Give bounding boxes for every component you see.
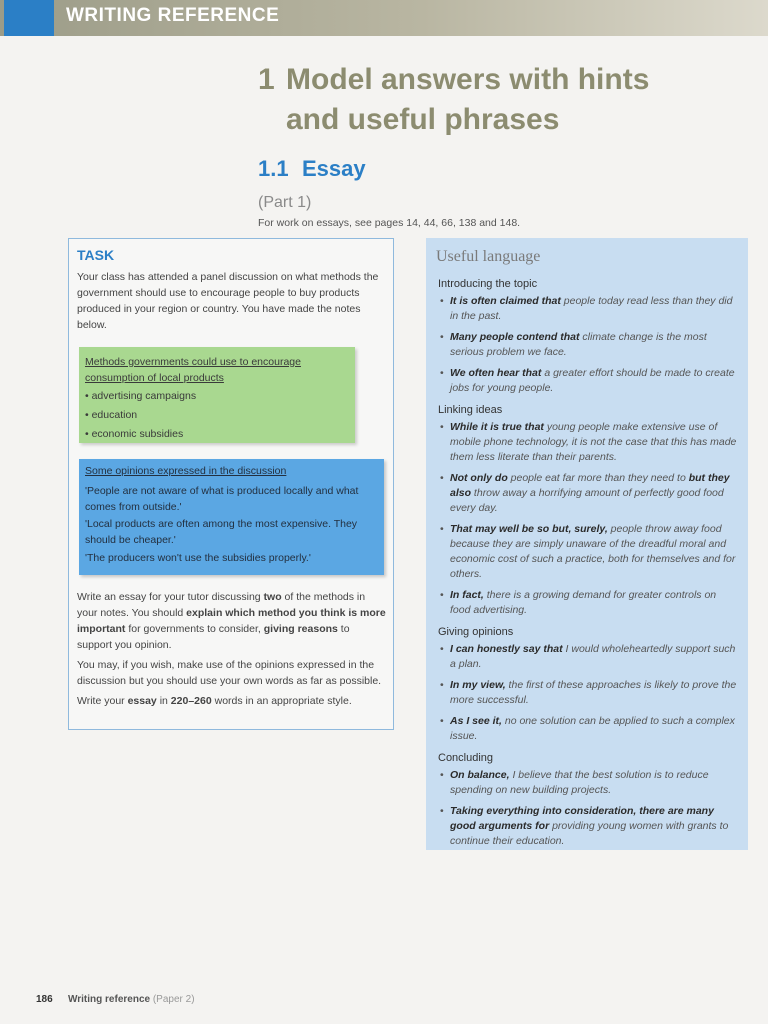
task-instructions bbox=[77, 589, 387, 713]
opinions-heading: Some opinions expressed in the discussion bbox=[85, 465, 287, 477]
task-title: TASK bbox=[77, 247, 115, 263]
task-box bbox=[68, 238, 394, 730]
useful-phrase: • While it is true that young people make extensive use of mobile phone technology, it is not the case that this has made them less literate than their parents. bbox=[438, 420, 738, 465]
useful-phrase: • That may well be so but, surely, people throw away food because they are simply unaware of the dreadful moral and economic cost of such a practice, both for themselves and for others. bbox=[438, 522, 738, 582]
opinion-quote: 'Local products are often among the most expensive. They should be cheaper.' bbox=[85, 518, 358, 546]
useful-category: Linking ideas bbox=[438, 404, 503, 416]
section-number: 1.1 bbox=[258, 156, 289, 181]
useful-language-body bbox=[438, 274, 738, 855]
useful-phrase: • Many people contend that climate change is the most serious problem we face. bbox=[438, 330, 738, 360]
instruction-paragraph: Write your essay in 220–260 words in an appropriate style. bbox=[77, 695, 352, 707]
useful-phrase: • I can honestly say that I would wholeheartedly support such a plan. bbox=[438, 642, 738, 672]
useful-phrase: • In my view, the first of these approaches is likely to prove the more successful. bbox=[438, 678, 738, 708]
page-title-number: 1 bbox=[258, 63, 275, 96]
opinions-note bbox=[79, 459, 384, 575]
useful-category: Concluding bbox=[438, 752, 494, 764]
useful-language-box bbox=[426, 238, 748, 850]
task-intro: Your class has attended a panel discussion on what methods the government should use to encourage people to buy products produced in your region or country. You have made the notes below. bbox=[77, 271, 379, 331]
methods-heading: Methods governments could use to encourage consumption of local products bbox=[85, 356, 301, 384]
methods-note bbox=[79, 347, 355, 443]
list-item: • advertising campaigns bbox=[85, 390, 197, 402]
header-label: WRITING REFERENCE bbox=[66, 5, 280, 26]
header-tab bbox=[4, 0, 54, 36]
list-item: • education bbox=[85, 409, 138, 421]
section-title bbox=[258, 156, 366, 182]
see-pages-note: For work on essays, see pages 14, 44, 66, 138 and 148. bbox=[258, 217, 521, 229]
useful-phrase: • On balance, I believe that the best solution is to reduce spending on new building projects. bbox=[438, 768, 738, 798]
part-label: (Part 1) bbox=[258, 194, 312, 211]
useful-category: Giving opinions bbox=[438, 626, 514, 638]
page-title-line1: Model answers with hints bbox=[286, 63, 650, 96]
page-number: 186 bbox=[36, 994, 53, 1005]
useful-phrase: • Not only do people eat far more than they need to but they also throw away a horrifying amount of perfectly good food every day. bbox=[438, 471, 738, 516]
useful-category: Introducing the topic bbox=[438, 278, 538, 290]
useful-phrase: • It is often claimed that people today read less than they did in the past. bbox=[438, 294, 738, 324]
useful-phrase: • Taking everything into consideration, there are many good arguments for providing young women with grants to continue their education. bbox=[438, 804, 738, 849]
page-title bbox=[258, 60, 649, 140]
useful-phrase: • In fact, there is a growing demand for greater controls on food advertising. bbox=[438, 588, 738, 618]
section-name: Essay bbox=[302, 156, 366, 181]
opinion-quote: 'The producers won't use the subsidies properly.' bbox=[85, 552, 311, 564]
list-item: • economic subsidies bbox=[85, 428, 184, 440]
page-title-line2: and useful phrases bbox=[286, 103, 560, 136]
methods-list bbox=[85, 387, 196, 444]
useful-language-title: Useful language bbox=[436, 248, 541, 265]
useful-phrase: • We often hear that a greater effort should be made to create jobs for young people. bbox=[438, 366, 738, 396]
footer-label: Writing reference (Paper 2) bbox=[68, 994, 195, 1005]
instruction-paragraph: Write an essay for your tutor discussing two of the methods in your notes. You should explain which method you think is more important for governments to consider, giving reasons to support you opinion. bbox=[77, 591, 386, 651]
instruction-paragraph: You may, if you wish, make use of the opinions expressed in the discussion but you should use your own words as far as possible. bbox=[77, 659, 382, 687]
opinion-quote: 'People are not aware of what is produced locally and what comes from outside.' bbox=[85, 485, 359, 513]
useful-phrase: • As I see it, no one solution can be applied to such a complex issue. bbox=[438, 714, 738, 744]
